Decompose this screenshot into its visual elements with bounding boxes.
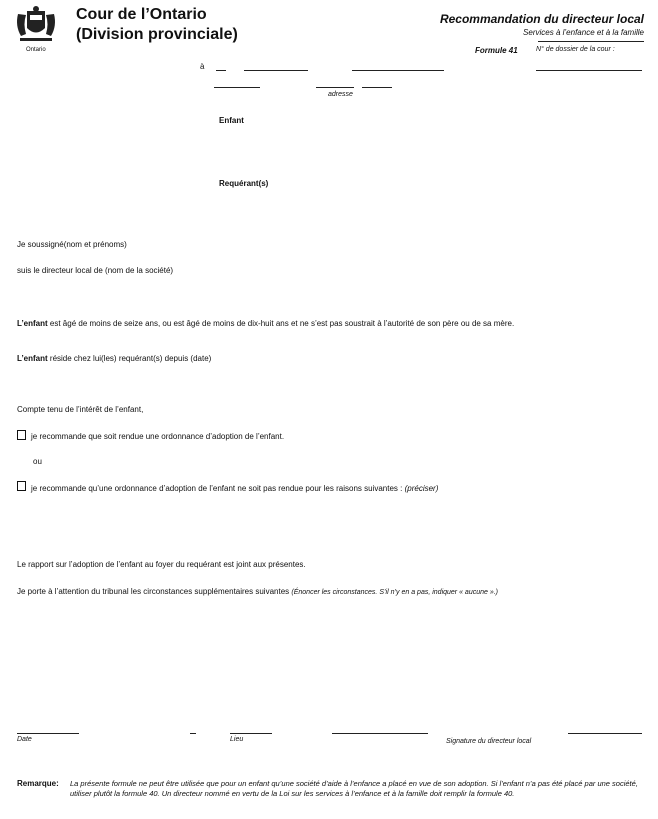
place-field-prefix[interactable] bbox=[190, 733, 196, 734]
child-label: Enfant bbox=[219, 116, 244, 125]
note-text: La présente formule ne peut être utilisée que pour un enfant qu’une société d’aide à l’enfance a placé en vue de son adoption. Si l’enfant n’a pas été placé par une société, utiliser plutôt la formule 40. Un directeur nommé en vertu de la Loi sur les services à l’enfance et à la famille doit remplir la formule 40. bbox=[70, 779, 638, 798]
or-label: ou bbox=[33, 457, 42, 466]
date-field[interactable] bbox=[17, 733, 79, 734]
court-file-field[interactable] bbox=[536, 70, 642, 71]
circumstances-statement bbox=[17, 587, 498, 596]
note-label: Remarque: bbox=[17, 779, 59, 788]
child-resides-statement bbox=[17, 354, 211, 363]
option2-text: je recommande qu’une ordonnance d’adoption de l’enfant ne soit pas rendue pour les raisons suivantes : bbox=[31, 484, 403, 493]
report-attached-line: Le rapport sur l’adoption de l’enfant au foyer du requérant est joint aux présentes. bbox=[17, 560, 306, 569]
undersigned-line: Je soussigné(nom et prénoms) bbox=[17, 240, 127, 249]
address-field-3[interactable] bbox=[362, 87, 392, 88]
option1-text: je recommande que soit rendue une ordonnance d’adoption de l’enfant. bbox=[31, 432, 285, 441]
crest-caption: Ontario bbox=[26, 47, 46, 53]
child-age-text: est âgé de moins de seize ans, ou est âgé de moins de dix-huit ans et ne s’est pas soustrait à l’autorité de son père ou de sa mère. bbox=[49, 319, 515, 328]
form-number: Formule 41 bbox=[475, 46, 518, 55]
option2-hint: (préciser) bbox=[404, 484, 439, 493]
child-age-bold: L’enfant bbox=[17, 319, 48, 328]
considering-line: Compte tenu de l’intérêt de l’enfant, bbox=[17, 405, 144, 414]
recommend-no-adoption-checkbox[interactable] bbox=[17, 481, 26, 491]
court-name: Cour de l’Ontario bbox=[76, 6, 207, 23]
a-label: à bbox=[200, 62, 205, 71]
court-location-field-1[interactable] bbox=[216, 70, 226, 71]
signature-label: Signature du directeur local bbox=[446, 738, 532, 745]
child-age-statement bbox=[17, 319, 514, 328]
court-division: (Division provinciale) bbox=[76, 26, 238, 43]
form-subtitle: Services à l’enfance et à la famille bbox=[523, 28, 644, 37]
applicant-label: Requérant(s) bbox=[219, 179, 269, 188]
place-field[interactable] bbox=[230, 733, 272, 734]
director-line: suis le directeur local de (nom de la société) bbox=[17, 266, 174, 275]
address-field-1[interactable] bbox=[214, 87, 260, 88]
court-file-label: N° de dossier de la cour : bbox=[536, 46, 615, 53]
address-field-2[interactable] bbox=[316, 87, 354, 88]
court-location-field-2[interactable] bbox=[244, 70, 308, 71]
circumstances-text: Je porte à l’attention du tribunal les circonstances supplémentaires suivantes bbox=[17, 587, 290, 596]
option2-statement bbox=[31, 484, 438, 493]
ontario-crest-icon bbox=[14, 6, 58, 46]
signature-prefix-field[interactable] bbox=[332, 733, 428, 734]
child-resides-bold: L’enfant bbox=[17, 354, 48, 363]
recommend-adoption-checkbox[interactable] bbox=[17, 430, 26, 440]
form-title: Recommandation du directeur local bbox=[439, 12, 644, 26]
form-subtitle-rule bbox=[538, 41, 644, 42]
signature-field[interactable] bbox=[568, 733, 642, 734]
place-label: Lieu bbox=[230, 736, 244, 743]
court-location-field-3[interactable] bbox=[352, 70, 444, 71]
address-label: adresse bbox=[328, 91, 353, 98]
date-label: Date bbox=[17, 736, 32, 743]
circumstances-hint: (Énoncer les circonstances. S’il n’y en a pas, indiquer « aucune ».) bbox=[291, 589, 499, 596]
child-resides-text: réside chez lui(les) requérant(s) depuis (date) bbox=[49, 354, 212, 363]
